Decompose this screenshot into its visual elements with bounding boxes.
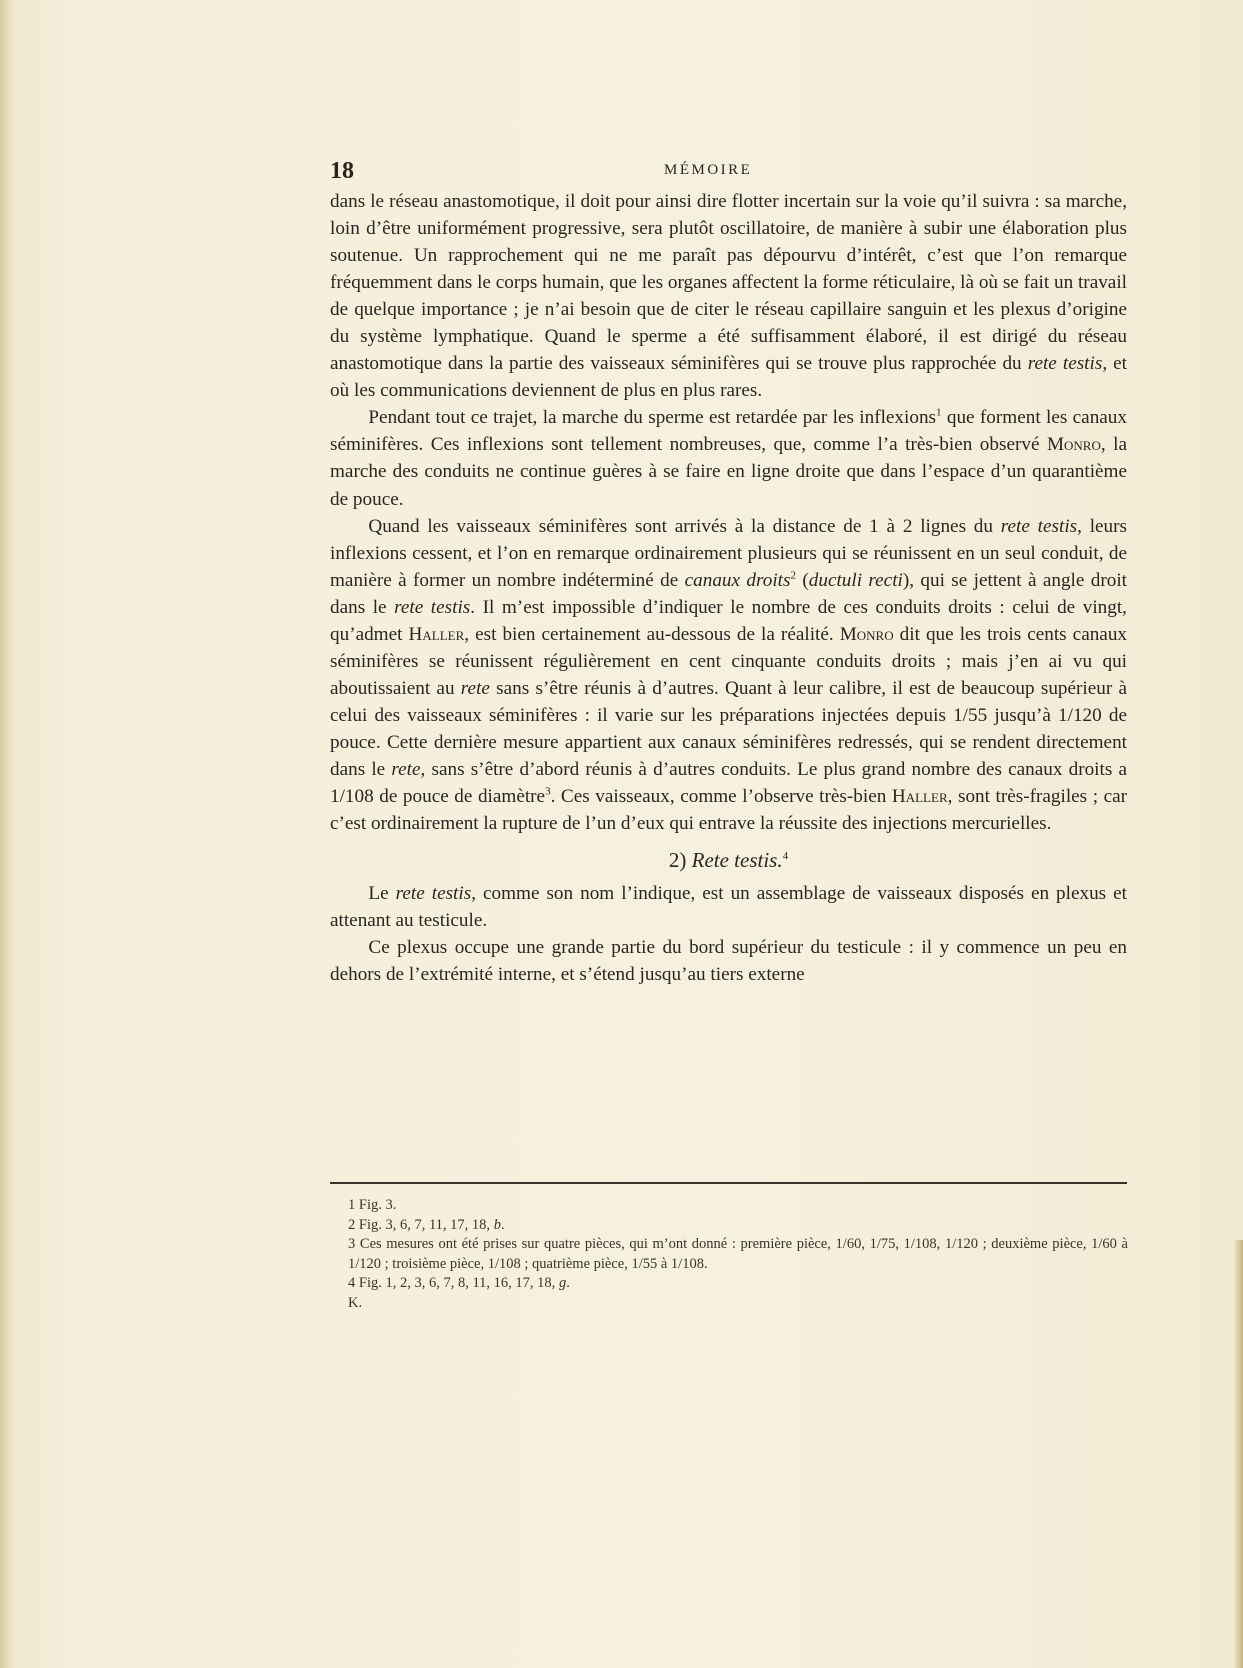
section-title: Rete testis. — [691, 848, 783, 873]
paragraph-4: Le rete testis, comme son nom l’indique, est un assemblage de vaisseaux disposés en plexus et attenant au testicule. — [330, 883, 1127, 932]
footnote-rule — [330, 1182, 1127, 1184]
footnote-4-continuation: K. — [348, 1294, 363, 1311]
term-rete-testis: rete testis — [1027, 353, 1103, 375]
footnote-ref-1[interactable]: 1 — [936, 406, 942, 419]
page-edge-stain — [1233, 1240, 1243, 1668]
footnote-4: 4 Fig. 1, 2, 3, 6, 7, 8, 11, 16, 17, 18, g. — [348, 1275, 570, 1292]
section-heading — [330, 847, 1127, 874]
footnote-1: 1 Fig. 3. — [348, 1197, 397, 1213]
paragraph-2: Pendant tout ce trajet, la marche du sperme est retardée par les inflexions$^1$ que forment les canaux séminifères. Ces inflexions sont tellement nombreuses, que, comme l’a très-bien observé Monro, la marche des conduits ne continue guères à se faire en ligne droite que dans l’espace d’un quarantième de pouce. — [330, 406, 1127, 510]
page-edge-shadow — [0, 0, 14, 1668]
footnote-ref-3[interactable]: 3 — [545, 785, 551, 798]
footnotes — [348, 1196, 1128, 1314]
author-monro: Monro — [1046, 434, 1101, 456]
paragraph-3: Quand les vaisseaux séminifères sont arrivés à la distance de 1 à 2 lignes du rete testis, leurs inflexions cessent, et l’on en remarque ordinairement plusieurs qui se réunissent en un seul conduit, de manière à former un nombre indéterminé de canaux droits$^2$ (ductuli recti), qui se jettent à angle droit dans le rete testis. Il m’est impossible d’indiquer le nombre de ces conduits droits : celui de vingt, qu’admet Haller, est bien certainement au-dessous de la réalité. Monro dit que les trois cents canaux séminifères se réunissent régulièrement en cent cinquante conduits droits ; mais j’en ai vu qui aboutissaient au rete sans s’être réunis à d’autres. Quant à leur calibre, il est de beaucoup supérieur à celui des vaisseaux séminifères : il varie sur les préparations injectées depuis 1/55 jusqu’à 1/120 de pouce. Cette dernière mesure appartient aux canaux séminifères redressés, qui se rendent directement dans le rete, sans s’être d’abord réunis à d’autres conduits. Le plus grand nombre des canaux droits a 1/108 de pouce de diamètre$^3$. Ces vaisseaux, comme l’observe très-bien Haller, sont très-fragiles ; car c’est ordinairement la rupture de l’un d’eux qui entrave la réussite des injections mercurielles. — [330, 515, 1128, 835]
running-title: MÉMOIRE — [664, 162, 753, 178]
paragraph-5: Ce plexus occupe une grande partie du bord supérieur du testicule : il y commence un peu en dehors de l’extrémité interne, et s’étend jusqu’au tiers externe — [330, 937, 1127, 986]
author-monro: Monro — [839, 623, 894, 645]
section-number: 2) — [668, 848, 687, 873]
page-number: 18 — [330, 158, 354, 184]
running-head — [330, 158, 1130, 188]
footnote-2: 2 Fig. 3, 6, 7, 11, 17, 18, b. — [348, 1216, 505, 1233]
footnote-ref-2[interactable]: 2 — [790, 569, 796, 582]
footnote-3: 3 Ces mesures ont été prises sur quatre pièces, qui m’ont donné : première pièce, 1/60, 1/75, 1/108, 1/120 ; deuxième pièce, 1/60 à 1/120 ; troisième pièce, 1/108 ; quatrième pièce, 1/55 à 1/108. — [348, 1236, 1128, 1272]
paragraph-1: dans le réseau anastomotique, il doit pour ainsi dire flotter incertain sur la voie qu’il suivra : sa marche, loin d’être uniformément progressive, sera plutôt oscillatoire, de manière à subir une élaboration plus soutenue. Un rapprochement qui ne me paraît pas dépourvu d’intérêt, c’est que l’on remarque fréquemment dans le corps humain, que les organes affectent la forme réticulaire, là où se fait un travail de quelque importance ; je n’ai besoin que de citer le réseau capillaire sanguin et les plexus d’origine du système lymphatique. Quand le sperme a été suffisamment élaboré, il est dirigé du réseau anastomotique dans la partie des vaisseaux séminifères qui se trouve plus rapprochée du rete testis, et où les communications deviennent de plus en plus rares. — [330, 191, 1128, 402]
author-haller: Haller — [891, 786, 948, 808]
author-haller: Haller — [408, 623, 465, 645]
footnote-ref-4[interactable]: 4 — [782, 850, 789, 863]
main-text — [330, 188, 1127, 988]
